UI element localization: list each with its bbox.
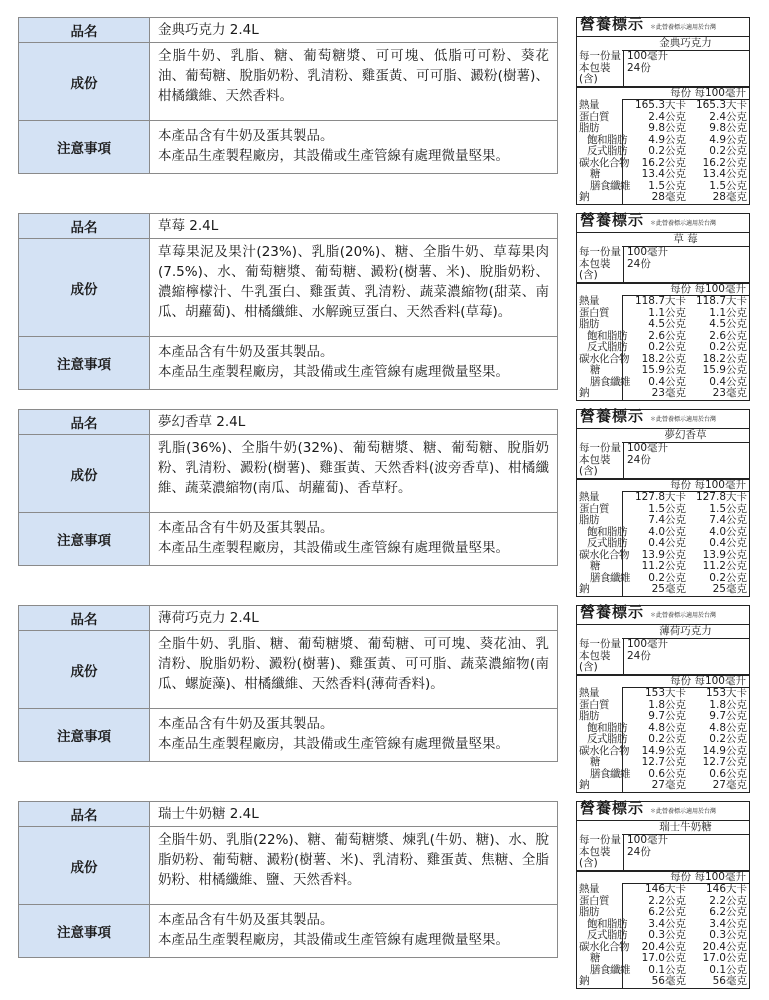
nutrient-per-100ml: 13.4公克 [702,168,747,180]
nutrient-row [577,123,749,135]
serving-size-value: 100毫升 [627,442,669,454]
nutrient-per-100ml: 18.2公克 [702,352,747,365]
per-serving-header: 每份 每100毫升 [622,480,749,493]
nutrition-note: ＊此營養標示適用於台灣 [650,416,717,423]
nutrient-per-100ml: 0.2公克 [709,145,747,157]
nutrient-name: 反式脂肪 [587,929,627,941]
nutrient-name: 糖 [590,756,600,768]
ingredients-row [18,434,558,512]
nutrient-name: 熱量 [579,99,599,111]
nutrient-row [577,515,749,527]
nutrition-title: 營養標示 [580,211,645,229]
nutrient-per-serving: 56毫克 [651,975,686,987]
nutrient-per-serving: 13.9公克 [641,548,686,561]
nutrient-name: 蛋白質 [579,502,609,515]
nutrient-row [577,884,749,896]
nutrient-per-100ml: 11.2公克 [702,560,747,572]
nutrient-per-100ml: 146大卡 [705,883,747,895]
caution-label: 注意事項 [19,905,150,957]
nutrient-row [577,780,749,792]
nutrition-label [576,605,750,793]
servings-label: 本包裝(含) [579,61,611,85]
serving-info [577,51,749,88]
nutrient-per-100ml: 4.8公克 [709,721,747,734]
name-label: 品名 [19,606,150,630]
ingredients-row [18,238,558,336]
ingredients-label: 成份 [19,827,150,904]
nutrient-per-100ml: 23毫克 [712,387,747,399]
nutrition-header [577,211,749,233]
nutrient-name: 蛋白質 [579,894,609,907]
caution-line: 本產品含有牛奶及蛋其製品。 [158,344,334,360]
serving-info [577,443,749,480]
nutrient-name: 碳水化合物 [579,744,629,757]
nutrition-title: 營養標示 [580,603,645,621]
product-name: 薄荷巧克力 2.4L [158,610,259,626]
nutrition-title: 營養標示 [580,15,645,33]
nutrition-label [576,213,750,401]
nutrient-per-serving: 1.5公克 [648,179,686,192]
ingredients-label: 成份 [19,43,150,120]
name-row [18,409,558,434]
nutrient-per-serving: 4.0公克 [648,525,686,538]
serving-size-value: 100毫升 [627,50,669,62]
caution-line: 本產品生產製程廠房，其設備或生產管線有處理微量堅果。 [158,364,509,380]
nutrient-row [577,365,749,377]
caution-label: 注意事項 [19,337,150,389]
caution-line: 本產品含有牛奶及蛋其製品。 [158,716,334,732]
nutrition-title: 營養標示 [580,799,645,817]
nutrient-per-100ml: 0.3公克 [709,929,747,941]
product-name: 夢幻香草 2.4L [158,414,246,430]
nutrient-per-100ml: 0.6公克 [709,767,747,780]
nutrient-per-serving: 127.8大卡 [634,491,686,503]
nutrient-name: 蛋白質 [579,698,609,711]
caution-line: 本產品含有牛奶及蛋其製品。 [158,128,334,144]
nutrient-name: 飽和脂肪 [587,525,627,538]
nutrient-per-100ml: 118.7大卡 [695,295,747,307]
caution-text [150,905,557,957]
nutrient-row [577,734,749,746]
servings-value: 24份 [627,257,651,270]
ingredients-text: 全脂牛奶、乳脂、糖、葡萄糖漿、葡萄糖、可可塊、葵花油、乳清粉、脫脂奶粉、澱粉(樹薯)、雞蛋黃、可可脂、蔬菜濃縮物(南瓜、螺旋藻)、柑橘纖維、天然香料(薄荷香料)。 [158,636,549,692]
name-row [18,801,558,826]
caution-row [18,120,558,174]
nutrient-name: 熱量 [579,687,599,699]
servings-label: 本包裝(含) [579,453,611,477]
nutrient-per-100ml: 1.1公克 [709,306,747,319]
nutrient-row [577,561,749,573]
nutrient-per-100ml: 4.9公克 [709,133,747,146]
serving-size-value: 100毫升 [627,834,669,846]
name-row [18,605,558,630]
nutrient-rows [577,296,749,400]
nutrient-row [577,146,749,158]
nutrient-per-100ml: 2.2公克 [709,894,747,907]
nutrient-name: 糖 [590,952,600,964]
nutrient-name: 熱量 [579,883,599,895]
nutrient-name: 鈉 [579,191,589,203]
nutrition-header [577,603,749,625]
caution-text [150,709,557,761]
nutrient-name: 反式脂肪 [587,341,627,353]
nutrient-row [577,388,749,400]
nutrient-per-100ml: 3.4公克 [709,917,747,930]
nutrient-name: 碳水化合物 [579,156,629,169]
nutrient-per-serving: 11.2公克 [641,560,686,572]
nutrient-per-serving: 2.4公克 [648,110,686,123]
nutrient-per-100ml: 12.7公克 [702,756,747,768]
nutrient-per-100ml: 14.9公克 [702,744,747,757]
nutrient-name: 膳食纖維 [590,179,630,192]
nutrient-per-100ml: 153大卡 [705,687,747,699]
nutrient-name: 膳食纖維 [590,767,630,780]
nutrient-per-serving: 15.9公克 [641,364,686,376]
nutrient-per-serving: 13.4公克 [641,168,686,180]
nutrient-name: 蛋白質 [579,306,609,319]
nutrition-product-name: 瑞士牛奶糖 [622,821,749,836]
nutrient-row [577,169,749,181]
nutrition-note: ＊此營養標示適用於台灣 [650,220,717,227]
serving-info [577,247,749,284]
caution-label: 注意事項 [19,121,150,173]
name-row [18,17,558,42]
caution-line: 本產品生產製程廠房，其設備或生產管線有處理微量堅果。 [158,148,509,164]
nutrient-name: 膳食纖維 [590,571,630,584]
per-serving-header: 每份 每100毫升 [622,88,749,101]
serving-size-label: 每一份量 [579,834,621,846]
nutrient-per-100ml: 13.9公克 [702,548,747,561]
nutrient-rows [577,100,749,204]
nutrient-row [577,976,749,988]
nutrient-name: 鈉 [579,583,589,595]
nutrient-per-100ml: 0.2公克 [709,341,747,353]
nutrient-row [577,538,749,550]
product-info-table [18,213,558,390]
serving-info [577,835,749,872]
nutrient-row [577,584,749,596]
nutrient-per-serving: 0.2公克 [648,341,686,353]
caution-line: 本產品含有牛奶及蛋其製品。 [158,912,334,928]
nutrient-per-100ml: 7.4公克 [709,514,747,526]
nutrient-per-serving: 4.5公克 [648,318,686,330]
nutrient-row [577,907,749,919]
product-name: 金典巧克力 2.4L [158,22,259,38]
ingredients-row [18,42,558,120]
name-label: 品名 [19,18,150,42]
nutrient-per-100ml: 16.2公克 [702,156,747,169]
nutrient-rows [577,884,749,988]
nutrient-per-serving: 18.2公克 [641,352,686,365]
nutrient-per-serving: 165.3大卡 [634,99,686,111]
nutrient-per-serving: 1.5公克 [648,502,686,515]
caution-row [18,708,558,762]
nutrient-name: 反式脂肪 [587,145,627,157]
nutrient-row [577,100,749,112]
nutrient-per-serving: 7.4公克 [648,514,686,526]
nutrient-name: 飽和脂肪 [587,917,627,930]
nutrition-header [577,799,749,821]
nutrient-per-100ml: 0.2公克 [709,733,747,745]
servings-label: 本包裝(含) [579,257,611,281]
nutrient-row [577,930,749,942]
nutrition-label [576,17,750,205]
caution-row [18,512,558,566]
caution-text [150,337,557,389]
nutrition-label [576,409,750,597]
caution-line: 本產品生產製程廠房，其設備或生產管線有處理微量堅果。 [158,736,509,752]
serving-size-value: 100毫升 [627,246,669,258]
nutrient-per-serving: 146大卡 [644,883,686,895]
nutrient-per-serving: 0.3公克 [648,929,686,941]
name-row [18,213,558,238]
serving-size-label: 每一份量 [579,442,621,454]
nutrient-per-serving: 14.9公克 [641,744,686,757]
serving-size-label: 每一份量 [579,638,621,650]
nutrient-per-100ml: 1.5公克 [709,179,747,192]
nutrient-per-serving: 0.4公克 [648,375,686,388]
nutrition-header [577,15,749,37]
nutrient-name: 脂肪 [579,514,599,526]
servings-value: 24份 [627,649,651,662]
servings-value: 24份 [627,845,651,858]
nutrient-per-100ml: 4.0公克 [709,525,747,538]
caution-line: 本產品生產製程廠房，其設備或生產管線有處理微量堅果。 [158,540,509,556]
nutrient-per-serving: 0.4公克 [648,537,686,549]
nutrient-name: 膳食纖維 [590,963,630,976]
nutrient-row [577,319,749,331]
nutrient-name: 飽和脂肪 [587,133,627,146]
nutrition-header [577,407,749,429]
nutrient-per-serving: 28毫克 [651,191,686,203]
nutrient-name: 碳水化合物 [579,548,629,561]
nutrient-per-serving: 23毫克 [651,387,686,399]
caution-line: 本產品含有牛奶及蛋其製品。 [158,520,334,536]
nutrient-name: 反式脂肪 [587,537,627,549]
ingredients-row [18,826,558,904]
nutrient-per-serving: 4.9公克 [648,133,686,146]
nutrient-row [577,711,749,723]
servings-value: 24份 [627,453,651,466]
nutrient-per-100ml: 0.4公克 [709,537,747,549]
name-label: 品名 [19,802,150,826]
nutrient-per-serving: 0.1公克 [648,963,686,976]
nutrient-per-100ml: 6.2公克 [709,906,747,918]
product-info-table [18,17,558,174]
nutrient-name: 飽和脂肪 [587,329,627,342]
nutrient-per-serving: 0.2公克 [648,571,686,584]
servings-value: 24份 [627,61,651,74]
nutrient-name: 糖 [590,560,600,572]
ingredients-label: 成份 [19,239,150,336]
nutrient-name: 蛋白質 [579,110,609,123]
nutrient-row [577,757,749,769]
nutrient-per-serving: 27毫克 [651,779,686,791]
product-name: 草莓 2.4L [158,218,219,234]
nutrient-row [577,492,749,504]
nutrient-per-serving: 0.6公克 [648,767,686,780]
caution-text [150,513,557,565]
nutrient-per-serving: 12.7公克 [641,756,686,768]
nutrient-name: 糖 [590,168,600,180]
nutrient-per-100ml: 0.4公克 [709,375,747,388]
nutrient-per-serving: 20.4公克 [641,940,686,953]
nutrient-name: 鈉 [579,779,589,791]
nutrient-name: 鈉 [579,975,589,987]
nutrient-per-100ml: 1.5公克 [709,502,747,515]
nutrient-per-serving: 1.8公克 [648,698,686,711]
ingredients-label: 成份 [19,631,150,708]
nutrient-per-serving: 1.1公克 [648,306,686,319]
nutrition-product-name: 夢幻香草 [622,429,749,444]
nutrient-name: 熱量 [579,491,599,503]
nutrient-per-100ml: 28毫克 [712,191,747,203]
nutrient-per-serving: 4.8公克 [648,721,686,734]
nutrient-per-serving: 2.2公克 [648,894,686,907]
nutrient-per-serving: 16.2公克 [641,156,686,169]
nutrition-note: ＊此營養標示適用於台灣 [650,612,717,619]
nutrient-per-100ml: 2.4公克 [709,110,747,123]
nutrient-per-serving: 0.2公克 [648,145,686,157]
caution-row [18,336,558,390]
nutrient-per-100ml: 1.8公克 [709,698,747,711]
nutrient-per-serving: 118.7大卡 [634,295,686,307]
nutrient-per-100ml: 4.5公克 [709,318,747,330]
nutrient-per-100ml: 15.9公克 [702,364,747,376]
nutrient-name: 反式脂肪 [587,733,627,745]
nutrient-per-100ml: 165.3大卡 [695,99,747,111]
per-serving-header: 每份 每100毫升 [622,676,749,689]
nutrient-per-100ml: 17.0公克 [702,952,747,964]
nutrient-name: 碳水化合物 [579,940,629,953]
nutrient-per-serving: 25毫克 [651,583,686,595]
per-serving-header: 每份 每100毫升 [622,872,749,885]
nutrient-name: 飽和脂肪 [587,721,627,734]
nutrient-name: 碳水化合物 [579,352,629,365]
nutrition-product-name: 草 莓 [622,233,749,248]
nutrient-per-100ml: 0.1公克 [709,963,747,976]
ingredients-label: 成份 [19,435,150,512]
name-label: 品名 [19,214,150,238]
nutrient-per-serving: 9.7公克 [648,710,686,722]
caution-text [150,121,557,173]
nutrient-per-serving: 0.2公克 [648,733,686,745]
nutrient-name: 糖 [590,364,600,376]
name-label: 品名 [19,410,150,434]
serving-info [577,639,749,676]
caution-label: 注意事項 [19,709,150,761]
nutrient-rows [577,688,749,792]
product-info-table [18,409,558,566]
servings-label: 本包裝(含) [579,845,611,869]
nutrient-per-serving: 3.4公克 [648,917,686,930]
nutrient-rows [577,492,749,596]
nutrient-per-100ml: 27毫克 [712,779,747,791]
product-info-table [18,605,558,762]
nutrient-per-100ml: 2.6公克 [709,329,747,342]
nutrient-per-serving: 2.6公克 [648,329,686,342]
caution-row [18,904,558,958]
per-serving-header: 每份 每100毫升 [622,284,749,297]
nutrition-title: 營養標示 [580,407,645,425]
serving-size-label: 每一份量 [579,50,621,62]
nutrition-note: ＊此營養標示適用於台灣 [650,24,717,31]
nutrition-product-name: 金典巧克力 [622,37,749,52]
nutrient-per-serving: 9.8公克 [648,122,686,134]
nutrient-row [577,296,749,308]
nutrient-name: 熱量 [579,295,599,307]
caution-line: 本產品生產製程廠房，其設備或生產管線有處理微量堅果。 [158,932,509,948]
serving-size-label: 每一份量 [579,246,621,258]
ingredients-row [18,630,558,708]
nutrient-name: 脂肪 [579,122,599,134]
nutrient-per-serving: 17.0公克 [641,952,686,964]
nutrient-name: 脂肪 [579,710,599,722]
nutrition-note: ＊此營養標示適用於台灣 [650,808,717,815]
nutrient-name: 脂肪 [579,318,599,330]
nutrient-per-serving: 6.2公克 [648,906,686,918]
nutrition-label [576,801,750,989]
nutrient-row [577,953,749,965]
caution-label: 注意事項 [19,513,150,565]
nutrient-per-100ml: 25毫克 [712,583,747,595]
servings-label: 本包裝(含) [579,649,611,673]
product-info-table [18,801,558,958]
nutrient-row [577,342,749,354]
nutrient-row [577,688,749,700]
nutrient-name: 脂肪 [579,906,599,918]
nutrition-product-name: 薄荷巧克力 [622,625,749,640]
nutrient-per-serving: 153大卡 [644,687,686,699]
product-name: 瑞士牛奶糖 2.4L [158,806,259,822]
nutrient-per-100ml: 127.8大卡 [695,491,747,503]
ingredients-text: 全脂牛奶、乳脂、糖、葡萄糖漿、可可塊、低脂可可粉、葵花油、葡萄糖、脫脂奶粉、乳清粉、雞蛋黃、可可脂、澱粉(樹薯)、柑橘纖維、天然香料。 [158,48,549,104]
nutrient-per-100ml: 20.4公克 [702,940,747,953]
ingredients-text: 全脂牛奶、乳脂(22%)、糖、葡萄糖漿、煉乳(牛奶、糖)、水、脫脂奶粉、葡萄糖、澱粉(樹薯、米)、乳清粉、雞蛋黃、焦糖、全脂奶粉、柑橘纖維、鹽、天然香料。 [158,832,549,888]
nutrient-name: 膳食纖維 [590,375,630,388]
nutrient-row [577,192,749,204]
nutrient-per-100ml: 0.2公克 [709,571,747,584]
nutrient-per-100ml: 9.8公克 [709,122,747,134]
serving-size-value: 100毫升 [627,638,669,650]
nutrient-per-100ml: 9.7公克 [709,710,747,722]
ingredients-text: 乳脂(36%)、全脂牛奶(32%)、葡萄糖漿、糖、葡萄糖、脫脂奶粉、乳清粉、澱粉(樹薯)、雞蛋黃、天然香料(波旁香草)、柑橘纖維、蔬菜濃縮物(南瓜、胡蘿蔔)、香草籽。 [158,440,549,496]
nutrient-name: 鈉 [579,387,589,399]
nutrient-per-100ml: 56毫克 [712,975,747,987]
ingredients-text: 草莓果泥及果汁(23%)、乳脂(20%)、糖、全脂牛奶、草莓果肉(7.5%)、水、葡萄糖漿、葡萄糖、澱粉(樹薯、米)、脫脂奶粉、濃縮檸檬汁、牛乳蛋白、雞蛋黃、乳清粉、蔬菜濃縮物(甜菜、南瓜、胡蘿蔔)、柑橘纖維、水解豌豆蛋白、天然香料(草莓)。 [158,244,549,320]
